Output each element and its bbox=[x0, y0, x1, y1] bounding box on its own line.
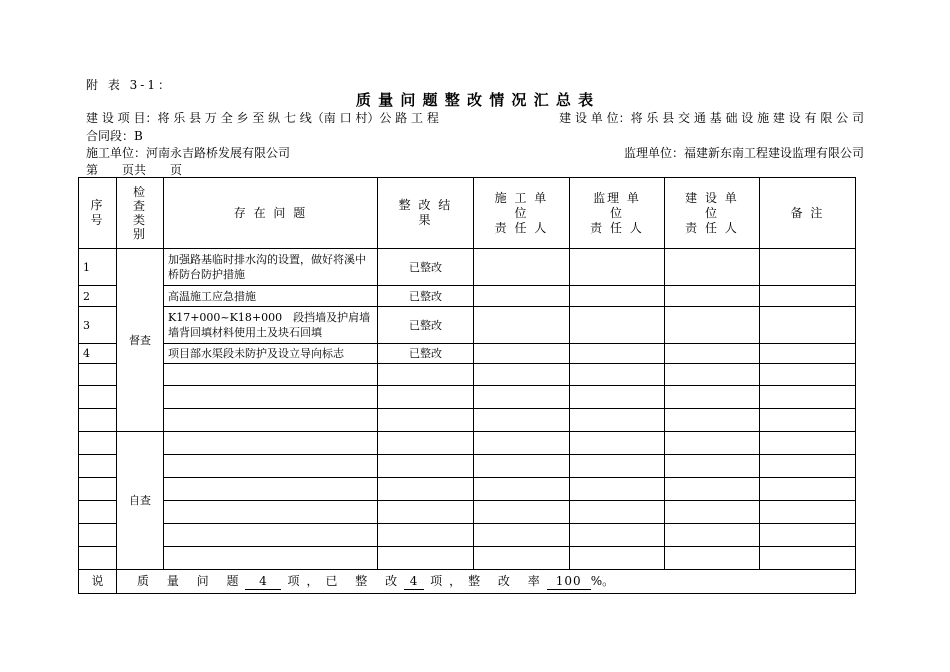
table-row bbox=[79, 364, 856, 386]
group-supervision: 督查 bbox=[117, 249, 164, 432]
page-title: 质 量 问 题 整 改 情 况 汇 总 表 bbox=[355, 91, 595, 109]
summary-row bbox=[79, 570, 856, 594]
col-remark: 备 注 bbox=[760, 178, 856, 249]
col-owner-resp: 建 设 单 位 责 任 人 bbox=[665, 178, 760, 249]
table-row bbox=[79, 409, 856, 432]
table-row bbox=[79, 386, 856, 409]
contractor-unit: 施工单位：河南永吉路桥发展有限公司 bbox=[86, 146, 291, 160]
col-seq: 序 号 bbox=[79, 178, 117, 249]
table-row bbox=[79, 524, 856, 547]
summary-table bbox=[78, 177, 856, 594]
table-row: 1 督查 加强路基临时排水沟的设置，做好将溪中桥防台防护措施 已整改 bbox=[79, 249, 856, 286]
table-row bbox=[79, 547, 856, 570]
fixed-count: 4 bbox=[404, 574, 424, 590]
appendix-label: 附 表 3-1： bbox=[86, 78, 173, 92]
table-row bbox=[79, 455, 856, 478]
table-row bbox=[79, 432, 856, 455]
issue-count: 4 bbox=[245, 574, 281, 590]
contract-section: 合同段：B bbox=[86, 129, 143, 143]
col-category: 检 查 类 别 bbox=[117, 178, 164, 249]
supervisor-unit: 监理单位：福建新东南工程建设监理有限公司 bbox=[623, 146, 864, 160]
fix-rate: 100 bbox=[547, 574, 591, 590]
col-contractor-resp: 施 工 单 位 责 任 人 bbox=[474, 178, 570, 249]
table-row: 3 K17+000~K18+000 段挡墙及护肩墙墙背回填材料使用土及块石回填 已整改 bbox=[79, 307, 856, 344]
col-issue: 存 在 问 题 bbox=[164, 178, 378, 249]
table-row: 2 高温施工应急措施 已整改 bbox=[79, 286, 856, 307]
summary-label: 说 bbox=[79, 570, 117, 594]
project-name: 建 设 项 目：将 乐 县 万 全 乡 至 纵 七 线（南 口 村）公 路 工 程 bbox=[86, 111, 439, 125]
col-supervisor-resp: 监理 单 位 责 任 人 bbox=[570, 178, 665, 249]
table-row bbox=[79, 501, 856, 524]
group-self-check: 自查 bbox=[117, 432, 164, 570]
page-counter: 第 页共 页 bbox=[86, 163, 183, 177]
summary-text: 质 量 问 题 4 项，已 整 改 4 项，整 改 率 100 %。 bbox=[117, 570, 856, 594]
col-result: 整 改 结 果 bbox=[378, 178, 474, 249]
table-row bbox=[79, 478, 856, 501]
owner-unit: 建 设 单 位：将 乐 县 交 通 基 础 设 施 建 设 有 限 公 司 bbox=[559, 111, 864, 125]
header-row bbox=[79, 178, 856, 249]
table-row: 4 项目部水渠段未防护及设立导向标志 已整改 bbox=[79, 344, 856, 364]
